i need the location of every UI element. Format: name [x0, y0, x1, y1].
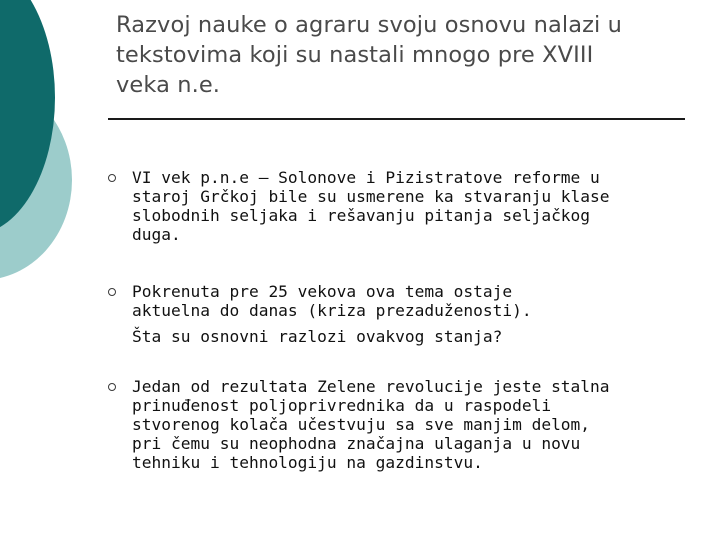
bullet-text-line: aktuelna do danas (kriza prezaduženosti). — [132, 301, 532, 320]
bullet-text-line: tehniku i tehnologiju na gazdinstvu. — [132, 453, 483, 472]
title-line: veka n.e. — [116, 72, 221, 98]
bullet-item — [108, 168, 610, 244]
bullet-text-line: Šta su osnovni razlozi ovakvog stanja? — [132, 327, 503, 346]
bullet-text-line: prinuđenost poljoprivrednika da u raspodeli — [132, 396, 552, 415]
title-line: tekstovima koji su nastali mnogo pre XVIII — [116, 42, 594, 68]
bullet-item — [108, 377, 610, 472]
bullet-text-line: VI vek p.n.e – Solonove i Pizistratove reforme u — [132, 168, 600, 187]
bullet-text-line: slobodnih seljaka i rešavanju pitanja seljačkog — [132, 206, 591, 225]
bullet-text-line: stvorenog kolača učestvuju sa sve manjim delom, — [132, 415, 591, 434]
hollow-circle-bullet-icon — [108, 288, 116, 296]
slide-title — [116, 10, 686, 100]
title-divider — [108, 118, 685, 120]
title-line: Razvoj nauke o agraru svoju osnovu nalazi u — [116, 12, 623, 38]
bullet-text-line: Pokrenuta pre 25 vekova ova tema ostaje — [132, 282, 513, 301]
bullet-text-line: duga. — [132, 225, 181, 244]
bullet-text-line: staroj Grčkoj bile su usmerene ka stvaranju klase — [132, 187, 610, 206]
bullet-text-line: pri čemu su neophodna značajna ulaganja u novu — [132, 434, 581, 453]
hollow-circle-bullet-icon — [108, 383, 116, 391]
bullet-item — [108, 282, 532, 346]
hollow-circle-bullet-icon — [108, 174, 116, 182]
bullet-text-line: Jedan od rezultata Zelene revolucije jeste stalna — [132, 377, 610, 396]
